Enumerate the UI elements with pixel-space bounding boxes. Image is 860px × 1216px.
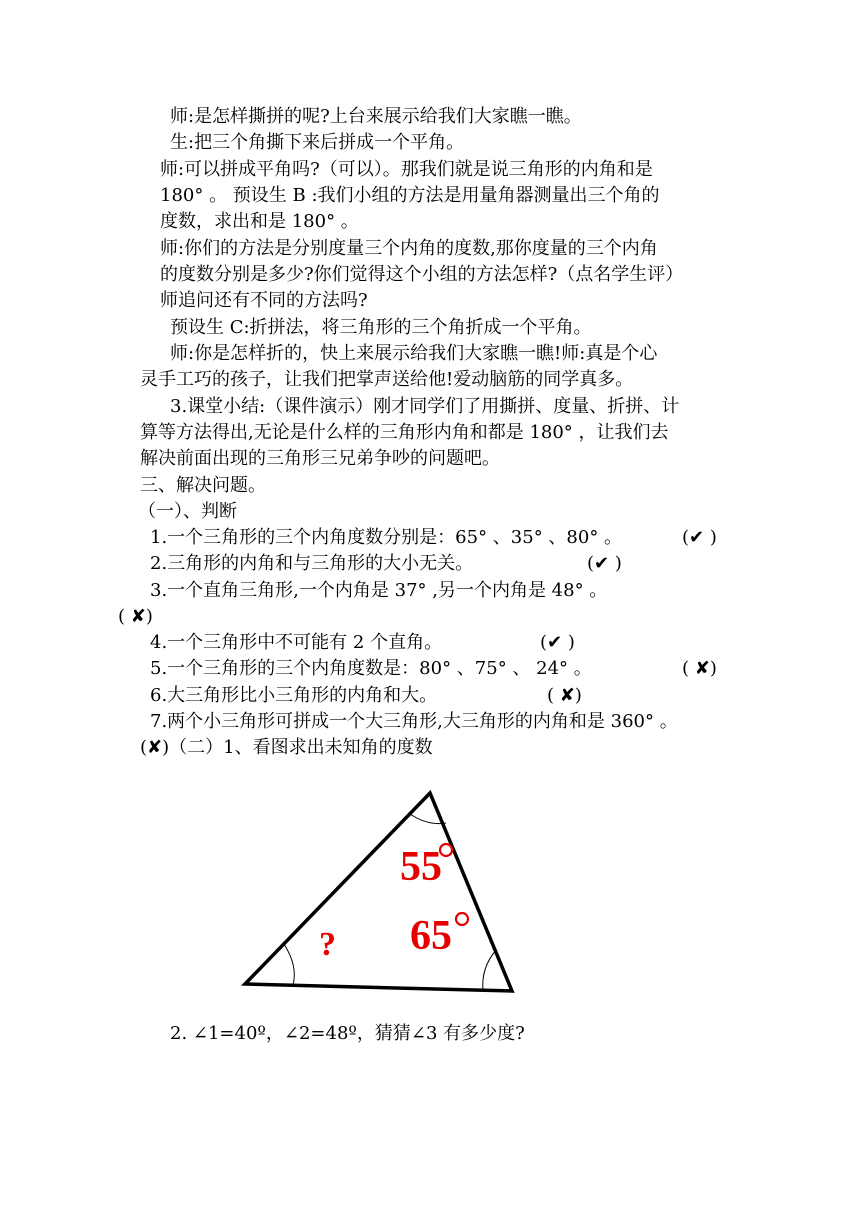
answer-mark: (✔ ): [587, 553, 622, 574]
triangle-figure: [236, 784, 526, 999]
paragraph-teacher-fold: 师:你是怎样折的，快上来展示给我们大家瞧一瞧!师:真是个心: [170, 343, 658, 364]
angle-arc-left: [284, 944, 294, 985]
angle-arc-right: [483, 950, 496, 990]
paragraph-student-b: 180° 。 预设生 B :我们小组的方法是用量角器测量出三个角的: [160, 185, 660, 206]
judgment-item-2: [150, 552, 622, 576]
judgment-text: 3.一个直角三角形,一个内角是 37° ,另一个内角是 48° 。: [150, 580, 608, 601]
paragraph-teacher-measure-2: 的度数分别是多少?你们觉得这个小组的方法怎样?（点名学生评）: [160, 264, 684, 285]
judgment-item-1: [150, 526, 717, 550]
answer-mark: ( ✘): [547, 685, 582, 706]
paragraph-teacher-fold-2: 灵手工巧的孩子，让我们把掌声送给他!爱动脑筋的同学真多。: [140, 369, 634, 390]
paragraph-student-c: 预设生 C:折拼法，将三角形的三个角折成一个平角。: [170, 317, 592, 338]
question-2: 2. ∠1=40º，∠2=48º，猜猜∠3 有多少度?: [170, 1023, 525, 1044]
judgment-text: 2.三角形的内角和与三角形的大小无关。: [150, 553, 474, 574]
judgment-item-6: [150, 684, 582, 708]
judgment-text: 7.两个小三角形可拼成一个大三角形,大三角形的内角和是 360° 。: [150, 711, 678, 732]
paragraph-student-answer: 生:把三个角撕下来后拼成一个平角。: [170, 132, 465, 153]
judgment-item-5: [150, 657, 717, 681]
judgment-text: 6.大三角形比小三角形的内角和大。: [150, 685, 438, 706]
judgment-item-3: [150, 579, 607, 603]
paragraph-teacher-followup: 师追问还有不同的方法吗?: [160, 290, 368, 311]
judgment-text: 4.一个三角形中不可能有 2 个直角。: [150, 632, 443, 653]
triangle-outline: [245, 793, 512, 991]
degree-symbol: [456, 913, 468, 925]
part-heading-judge: （一）、判断: [138, 501, 237, 522]
judgment-text: 1.一个三角形的三个内角度数分别是：65° 、35° 、80° 。: [150, 527, 623, 548]
paragraph-summary: 3.课堂小结:（课件演示）刚才同学们了用撕拼、度量、折拼、计: [170, 396, 680, 417]
section-heading-solve: 三、解决问题。: [140, 475, 266, 496]
judgment-item-4: [150, 631, 575, 655]
answer-mark: (✔ ): [540, 632, 575, 653]
answer-mark: ( ✘): [118, 606, 153, 627]
paragraph-summary-2: 算等方法得出,无论是什么样的三角形内角和都是 180° ，让我们去: [140, 422, 669, 443]
answer-mark: (✘): [140, 737, 170, 758]
judgment-text: 5.一个三角形的三个内角度数是：80° 、75° 、 24° 。: [150, 658, 592, 679]
paragraph-teacher-how-tear: 师:是怎样撕拼的呢?上台来展示给我们大家瞧一瞧。: [170, 106, 582, 127]
answer-mark: ( ✘): [682, 658, 717, 679]
answer-mark: (✔ ): [682, 527, 717, 548]
paragraph-teacher-straight-angle: 师:可以拼成平角吗?（可以）。那我们就是说三角形的内角和是: [160, 159, 653, 180]
paragraph-teacher-measure: 师:你们的方法是分别度量三个内角的度数,那你度量的三个内角: [160, 238, 658, 259]
angle-label-55: 55: [400, 844, 442, 890]
paragraph-sum-180: 度数，求出和是 180° 。: [160, 211, 359, 232]
unknown-angle-label: ?: [319, 926, 336, 963]
angle-label-65: 65: [410, 913, 452, 959]
part-heading-figure: （二）1、看图求出未知角的度数: [169, 737, 433, 758]
paragraph-summary-3: 解决前面出现的三角形三兄弟争吵的问题吧。: [140, 448, 500, 469]
judgment-7-answer-line: [140, 736, 433, 760]
judgment-item-7: [150, 710, 678, 734]
